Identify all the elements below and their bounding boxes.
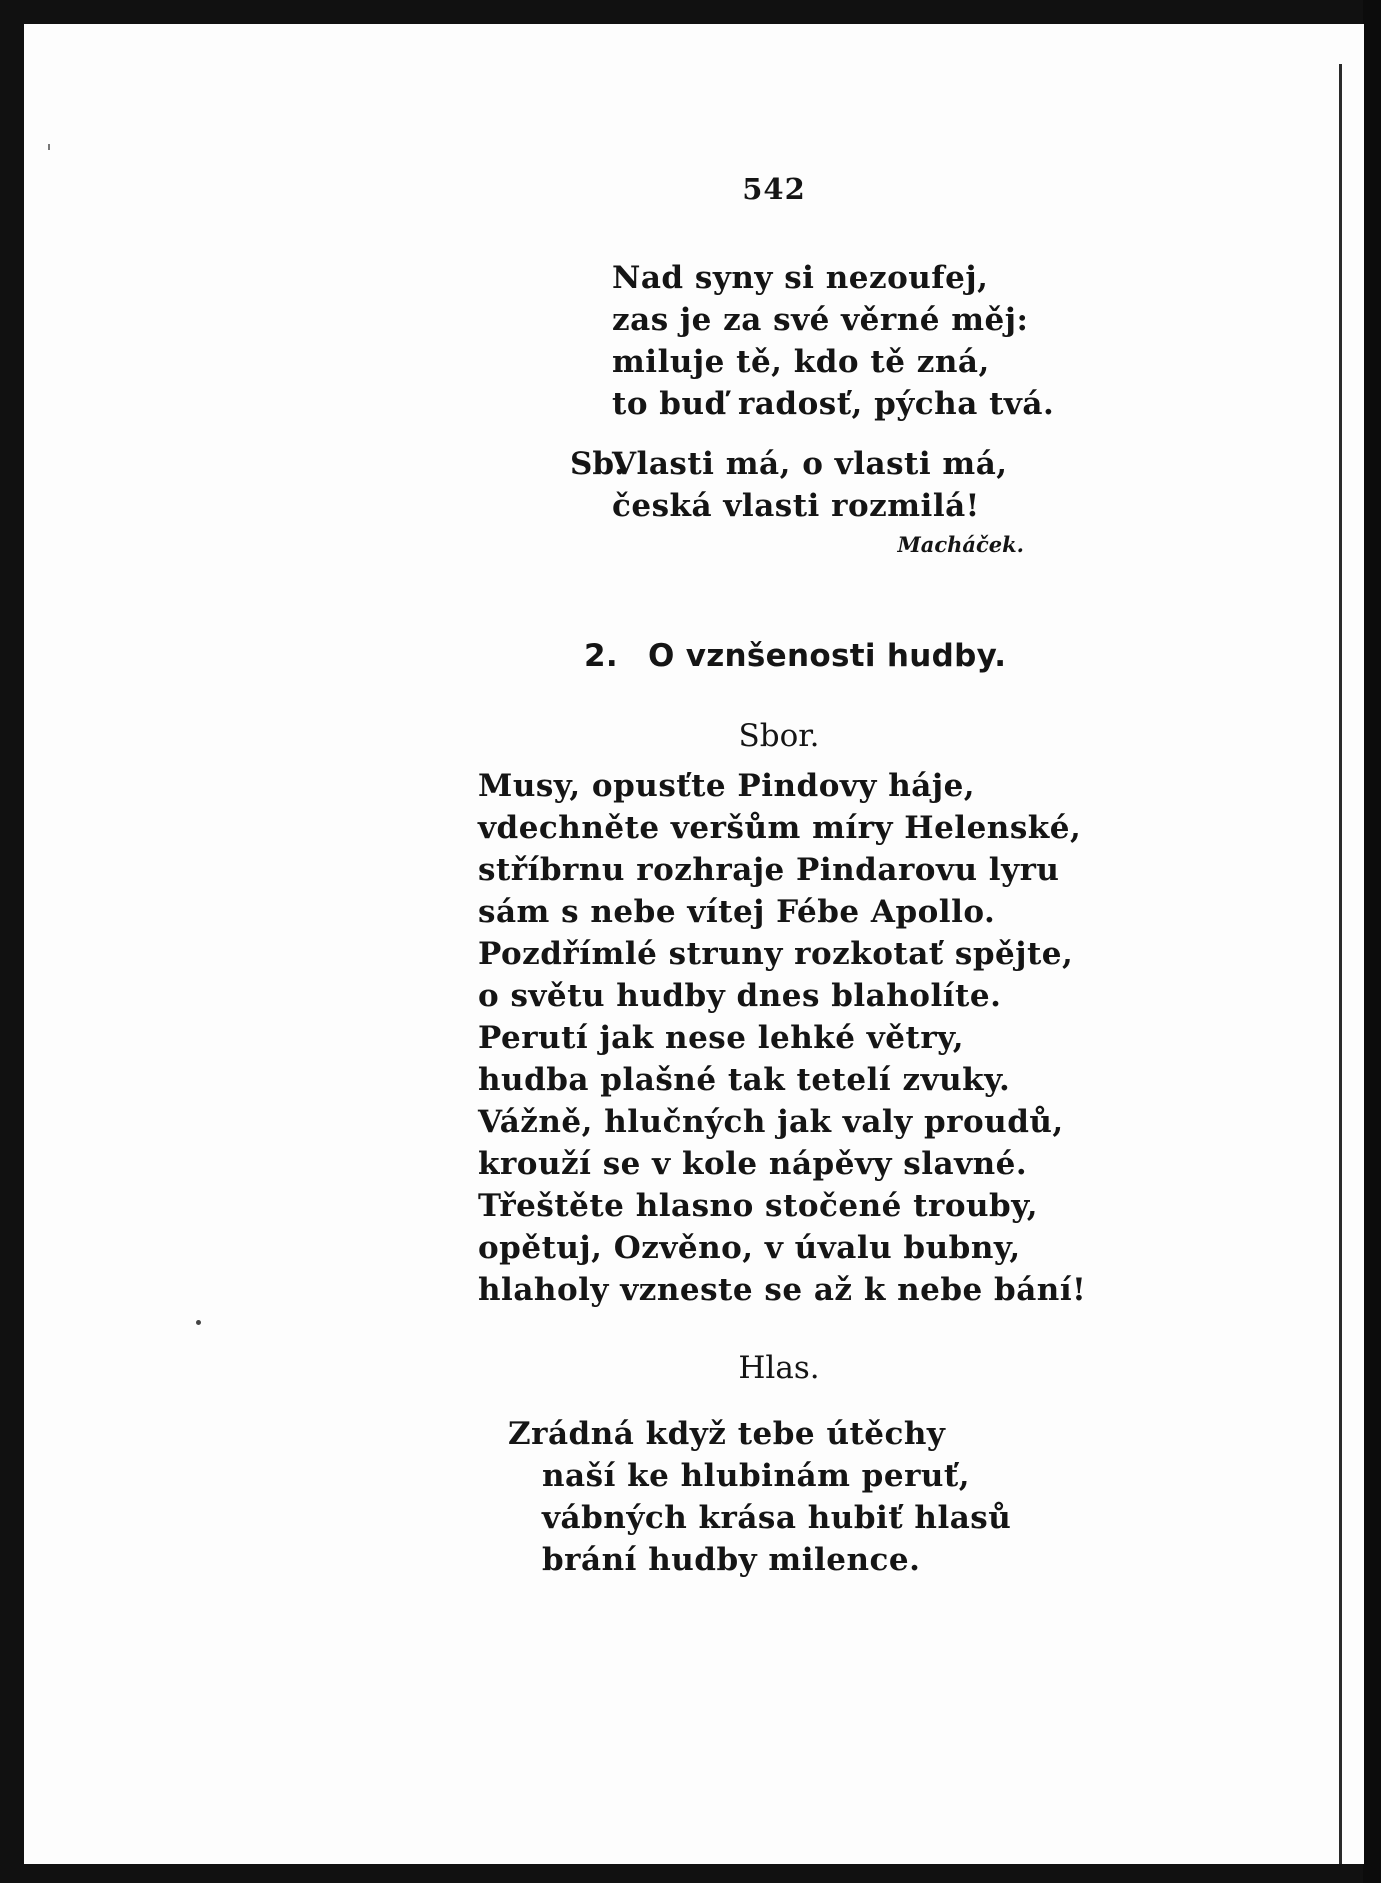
chorus-line-10: krouží se v kole nápěvy slavné. [478, 1146, 1028, 1182]
voice-line-1: Zrádná když tebe útěchy [508, 1416, 946, 1452]
voice-line-2: naší ke hlubinám peruť, [542, 1458, 971, 1494]
chorus-line-7: Perutí jak nese lehké větry, [478, 1020, 965, 1056]
voice-heading: Hlas. [738, 1350, 820, 1386]
chorus-heading: Sbor. [738, 718, 820, 754]
chorus-line-1: Musy, opusťte Pindovy háje, [478, 768, 976, 804]
refrain-line-2: česká vlasti rozmilá! [612, 488, 980, 524]
chorus-line-5: Pozdřímlé struny rozkotať spějte, [478, 936, 1074, 972]
scan-mark [48, 144, 50, 150]
scan-speck [196, 1320, 201, 1325]
voice-line-4: brání hudby milence. [542, 1542, 921, 1578]
stanza-1-line-1: Nad syny si nezoufej, [612, 260, 989, 296]
chorus-line-3: stříbrnu rozhraje Pindarovu lyru [478, 852, 1060, 888]
voice-line-3: vábných krása hubiť hlasů [542, 1500, 1012, 1536]
chorus-line-13: hlaholy vzneste se až k nebe bání! [478, 1272, 1087, 1308]
chorus-line-8: hudba plašné tak tetelí zvuky. [478, 1062, 1011, 1098]
stanza-1-line-2: zas je za své věrné měj: [612, 302, 1029, 338]
section-title: O vznšenosti hudby. [647, 638, 1007, 674]
chorus-line-2: vdechněte veršům míry Helenské, [478, 810, 1082, 846]
section-number: 2. [584, 638, 618, 674]
book-page [24, 24, 1364, 1864]
stanza-1-line-4: to buď radosť, pýcha tvá. [612, 386, 1055, 422]
chorus-line-4: sám s nebe vítej Fébe Apollo. [478, 894, 996, 930]
refrain-label: Sb. [570, 446, 625, 482]
page-number: 542 [742, 172, 806, 206]
chorus-line-9: Vážně, hlučných jak valy proudů, [478, 1104, 1064, 1140]
refrain-line-1: Vlasti má, o vlasti má, [612, 446, 1008, 482]
author-signature: Macháček. [897, 532, 1024, 557]
chorus-line-12: opětuj, Ozvěno, v úvalu bubny, [478, 1230, 1021, 1266]
section-heading [584, 638, 1006, 674]
scan-edge-rule [1339, 64, 1342, 1864]
stanza-1-line-3: miluje tě, kdo tě zná, [612, 344, 990, 380]
scan-border-right [1363, 0, 1381, 1883]
chorus-line-11: Třeštěte hlasno stočené trouby, [478, 1188, 1039, 1224]
chorus-line-6: o světu hudby dnes blaholíte. [478, 978, 1002, 1014]
